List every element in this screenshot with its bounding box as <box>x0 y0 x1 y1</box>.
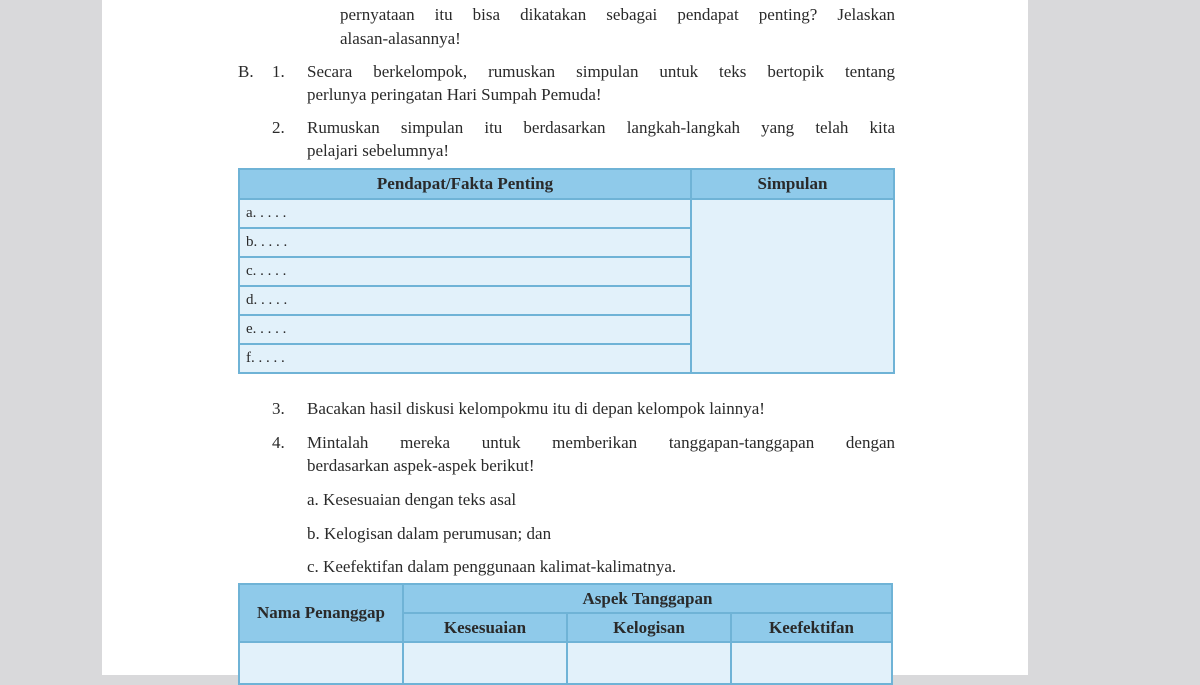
item-1-line-1: Secara berkelompok, rumuskan simpulan untuk teks bertopik tentang <box>307 62 895 81</box>
header-nama-penanggap: Nama Penanggap <box>239 584 403 642</box>
table-row: b. . . . . <box>239 228 691 257</box>
table-cell <box>731 642 892 684</box>
header-kesesuaian: Kesesuaian <box>403 613 567 642</box>
table-cell <box>239 642 403 684</box>
simpulan-cell <box>691 199 894 373</box>
aspect-b: b. Kelogisan dalam perumusan; dan <box>307 524 552 543</box>
table-row: f. . . . . <box>239 344 691 373</box>
textbook-page <box>102 0 1028 675</box>
header-keefektifan: Keefektifan <box>731 613 892 642</box>
aspect-a: a. Kesesuaian dengan teks asal <box>307 490 517 509</box>
header-pendapat: Pendapat/Fakta Penting <box>239 169 691 199</box>
intro-line-2: alasan-alasannya! <box>340 29 461 48</box>
item-1-line-2: perlunya peringatan Hari Sumpah Pemuda! <box>307 85 602 104</box>
item-2-line-2: pelajari sebelumnya! <box>307 141 450 160</box>
response-table <box>238 583 893 685</box>
item-3-text: Bacakan hasil diskusi kelompokmu itu di depan kelompok lainnya! <box>307 399 765 418</box>
table-row: a. . . . . <box>239 199 691 228</box>
item-2-number: 2. <box>272 118 285 137</box>
table-row: d. . . . . <box>239 286 691 315</box>
header-kelogisan: Kelogisan <box>567 613 731 642</box>
item-3-number: 3. <box>272 399 285 418</box>
table-cell <box>403 642 567 684</box>
header-aspek-tanggapan: Aspek Tanggapan <box>403 584 892 613</box>
conclusion-table <box>238 168 895 374</box>
item-1-number: 1. <box>272 62 285 81</box>
table-row: c. . . . . <box>239 257 691 286</box>
item-2-line-1: Rumuskan simpulan itu berdasarkan langkah-langkah yang telah kita <box>307 118 895 137</box>
item-4-line-2: berdasarkan aspek-aspek berikut! <box>307 456 535 475</box>
section-b-letter: B. <box>238 62 254 81</box>
item-4-number: 4. <box>272 433 285 452</box>
item-4-line-1: Mintalah mereka untuk memberikan tanggapan-tanggapan dengan <box>307 433 895 452</box>
table-cell <box>567 642 731 684</box>
header-simpulan: Simpulan <box>691 169 894 199</box>
intro-line-1: pernyataan itu bisa dikatakan sebagai pendapat penting? Jelaskan <box>340 5 895 24</box>
aspect-c: c. Keefektifan dalam penggunaan kalimat-kalimatnya. <box>307 557 677 576</box>
table-row: e. . . . . <box>239 315 691 344</box>
